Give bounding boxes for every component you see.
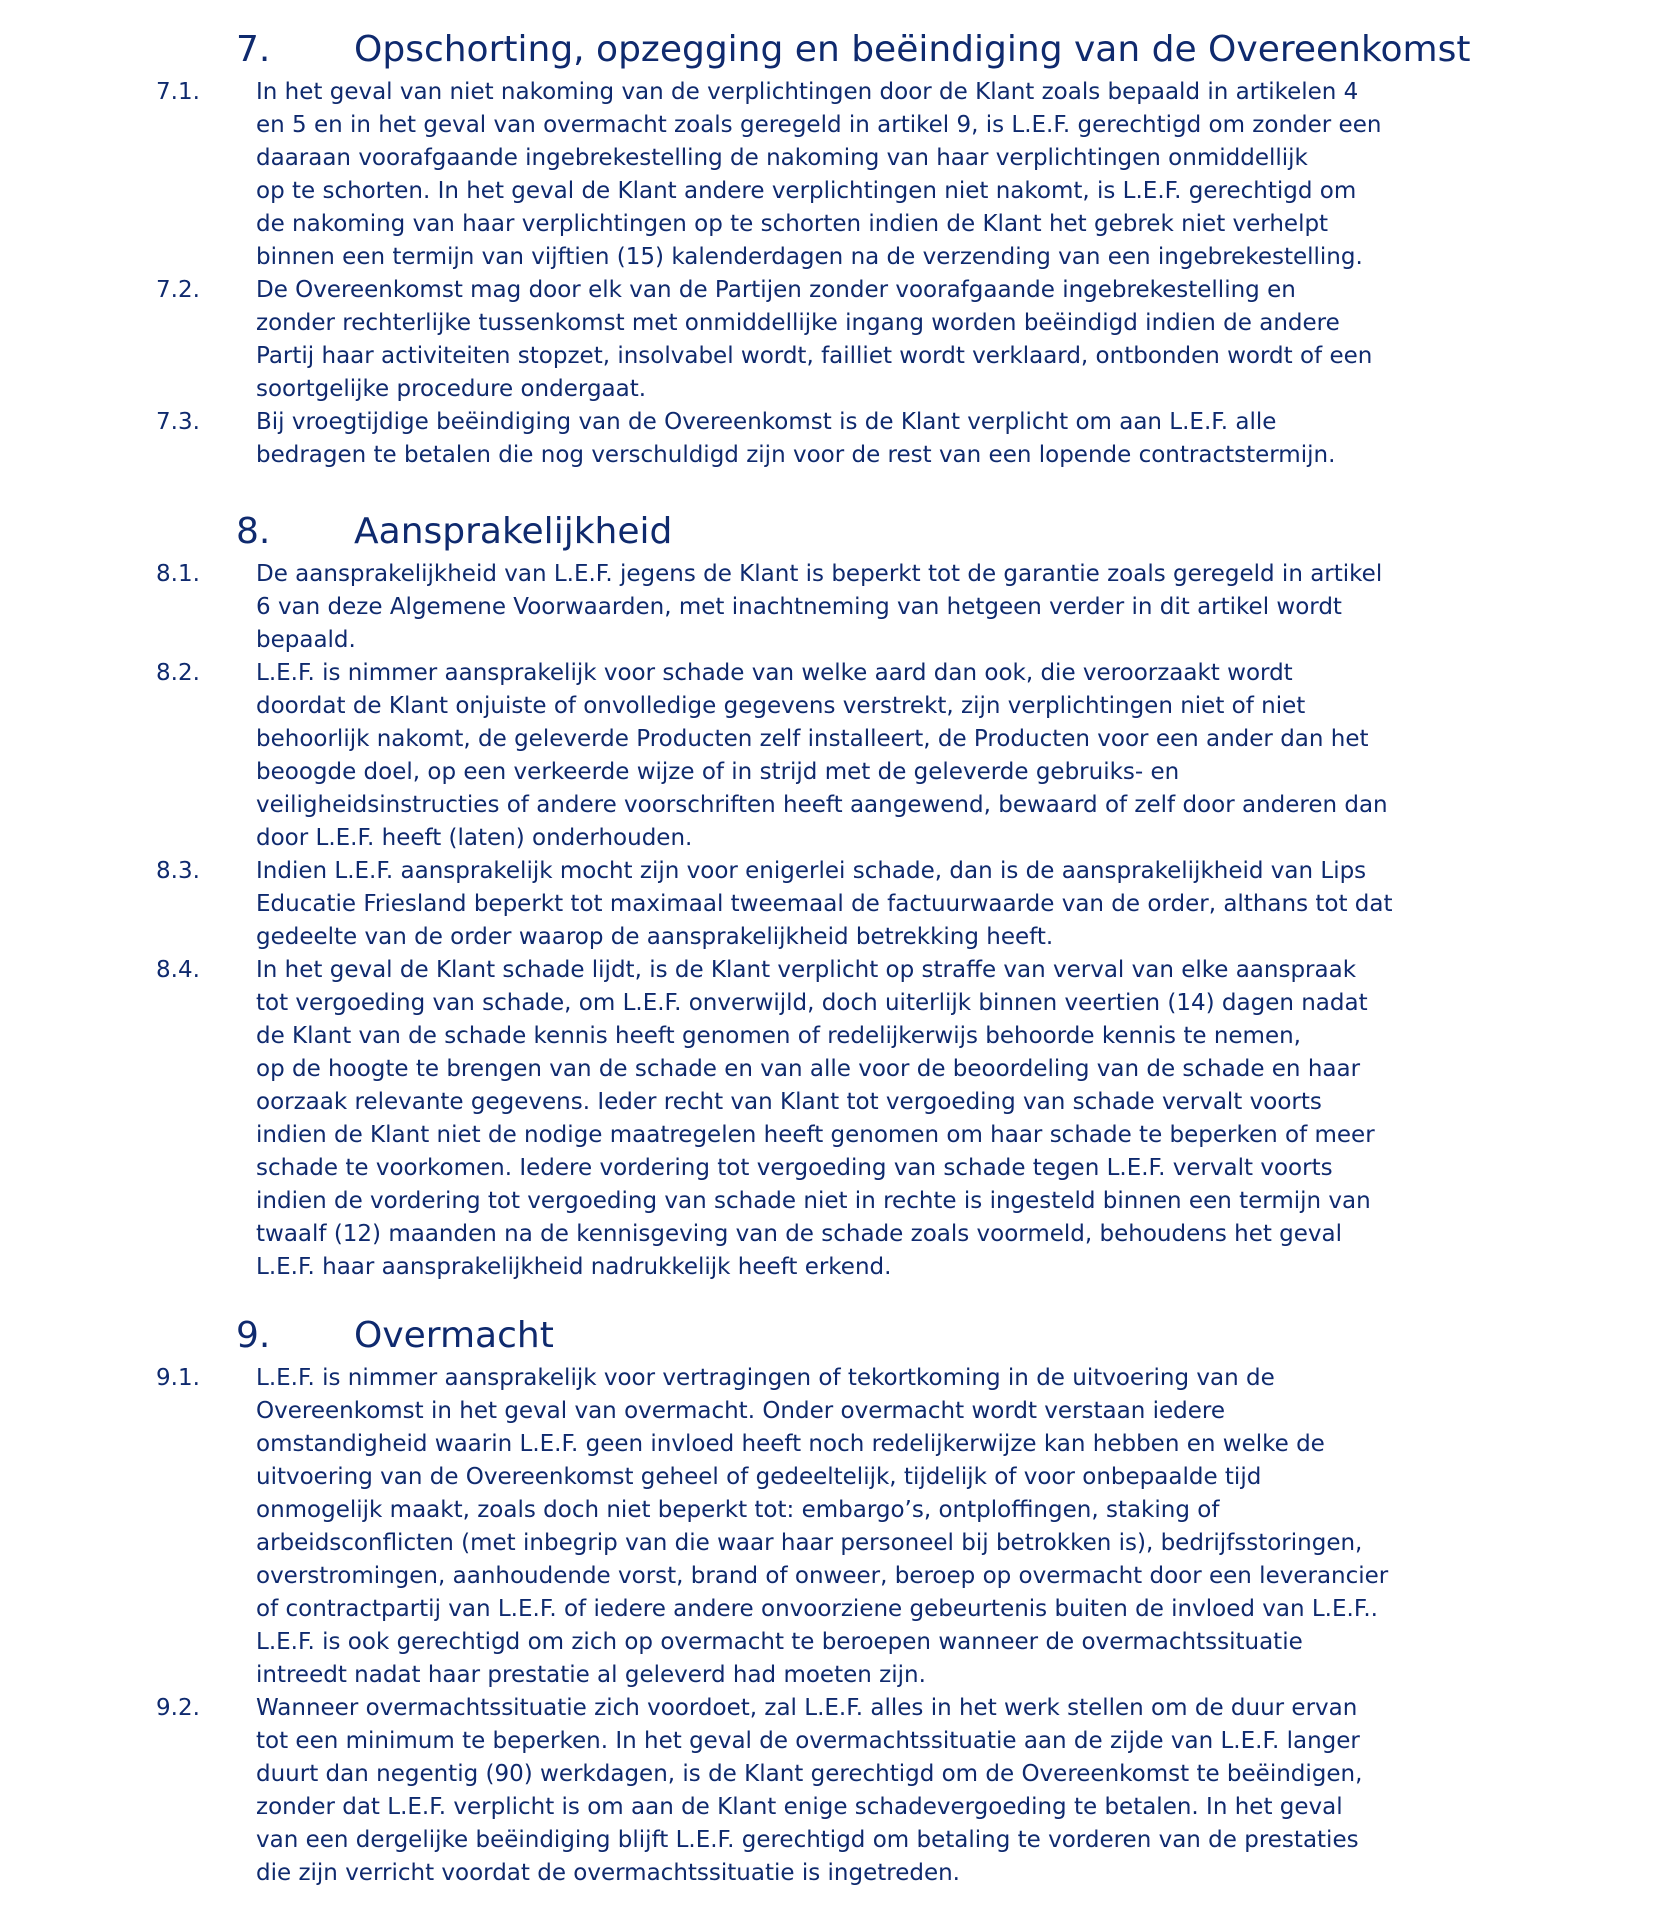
section-heading-7 [236, 30, 1471, 70]
clause-text [256, 1362, 1556, 1692]
text-line: De Overeenkomst mag door elk van de Partijen zonder voorafgaande ingebrekestelling en [256, 277, 1296, 303]
text-line: Bij vroegtijdige beëindiging van de Overeenkomst is de Klant verplicht om aan L.E.F. alle [256, 409, 1277, 435]
text-line: Partij haar activiteiten stopzet, insolvabel wordt, failliet wordt verklaard, ontbonden wordt of een [256, 343, 1373, 369]
clause-number: 8.3. [156, 858, 200, 884]
text-line: daaraan voorafgaande ingebrekestelling de nakoming van haar verplichtingen onmiddellijk [256, 145, 1308, 171]
clause-number: 8.1. [156, 561, 200, 587]
section-title: Aansprakelijkheid [354, 511, 673, 552]
text-line: bedragen te betalen die nog verschuldigd zijn voor de rest van een lopende contractstermijn. [256, 442, 1336, 468]
clause-text [256, 954, 1556, 1284]
clause-text [256, 657, 1556, 855]
text-line: Wanneer overmachtssituatie zich voordoet, zal L.E.F. alles in het werk stellen om de duur ervan [256, 1695, 1358, 1721]
text-line: bepaald. [256, 627, 356, 653]
text-line: In het geval de Klant schade lijdt, is de Klant verplicht op straffe van verval van elke aanspraak [256, 957, 1357, 983]
section-title: Opschorting, opzegging en beëindiging van de Overeenkomst [354, 29, 1471, 70]
clause-number: 9.1. [156, 1365, 200, 1391]
text-line: arbeidsconflicten (met inbegrip van die waar haar personeel bij betrokken is), bedrijfsstoringen, [256, 1530, 1363, 1556]
text-line: door L.E.F. heeft (laten) onderhouden. [256, 825, 693, 851]
text-line: binnen een termijn van vijftien (15) kalenderdagen na de verzending van een ingebrekestelling. [256, 244, 1363, 270]
text-line: duurt dan negentig (90) werkdagen, is de Klant gerechtigd om de Overeenkomst te beëindigen, [256, 1761, 1363, 1787]
text-line: L.E.F. is nimmer aansprakelijk voor vertragingen of tekortkoming in de uitvoering van de [256, 1365, 1275, 1391]
text-line: doordat de Klant onjuiste of onvolledige gegevens verstrekt, zijn verplichtingen niet of niet [256, 693, 1306, 719]
clause-text [256, 76, 1556, 274]
text-line: beoogde doel, op een verkeerde wijze of in strijd met de geleverde gebruiks- en [256, 759, 1180, 785]
section-title: Overmacht [354, 1315, 554, 1356]
text-line: In het geval van niet nakoming van de verplichtingen door de Klant zoals bepaald in artikelen 4 [256, 79, 1359, 105]
text-line: soortgelijke procedure ondergaat. [256, 376, 647, 402]
text-line: of contractpartij van L.E.F. of iedere andere onvoorziene gebeurtenis buiten de invloed van L.E.F.. [256, 1596, 1378, 1622]
text-line: veiligheidsinstructies of andere voorschriften heeft aangewend, bewaard of zelf door anderen dan [256, 792, 1388, 818]
clause-number: 7.3. [156, 409, 200, 435]
text-line: L.E.F. is nimmer aansprakelijk voor schade van welke aard dan ook, die veroorzaakt wordt [256, 660, 1293, 686]
text-line: 6 van deze Algemene Voorwaarden, met inachtneming van hetgeen verder in dit artikel wordt [256, 594, 1342, 620]
text-line: oorzaak relevante gegevens. Ieder recht van Klant tot vergoeding van schade vervalt voorts [256, 1089, 1322, 1115]
text-line: gedeelte van de order waarop de aansprakelijkheid betrekking heeft. [256, 924, 1054, 950]
text-line: twaalf (12) maanden na de kennisgeving van de schade zoals voormeld, behoudens het geval [256, 1221, 1343, 1247]
text-line: tot vergoeding van schade, om L.E.F. onverwijld, doch uiterlijk binnen veertien (14) dagen nadat [256, 990, 1368, 1016]
text-line: L.E.F. haar aansprakelijkheid nadrukkelijk heeft erkend. [256, 1254, 892, 1280]
clause-number: 7.1. [156, 79, 200, 105]
text-line: omstandigheid waarin L.E.F. geen invloed heeft noch redelijkerwijze kan hebben en welke de [256, 1431, 1325, 1457]
clause-number: 7.2. [156, 277, 200, 303]
text-line: Educatie Friesland beperkt tot maximaal tweemaal de factuurwaarde van de order, althans tot dat [256, 891, 1393, 917]
clause-text [256, 406, 1556, 472]
clause-number: 8.2. [156, 660, 200, 686]
text-line: onmogelijk maakt, zoals doch niet beperkt tot: embargo’s, ontploffingen, staking of [256, 1497, 1220, 1523]
section-number: 9. [236, 1315, 271, 1356]
clause-text [256, 558, 1556, 657]
section-heading-8 [236, 512, 672, 552]
text-line: indien de vordering tot vergoeding van schade niet in rechte is ingesteld binnen een termijn van [256, 1188, 1371, 1214]
text-line: zonder rechterlijke tussenkomst met onmiddellijke ingang worden beëindigd indien de andere [256, 310, 1340, 336]
clause-number: 9.2. [156, 1695, 200, 1721]
clause-text [256, 855, 1556, 954]
text-line: die zijn verricht voordat de overmachtssituatie is ingetreden. [256, 1860, 960, 1886]
text-line: intreedt nadat haar prestatie al geleverd had moeten zijn. [256, 1662, 926, 1688]
clause-number: 8.4. [156, 957, 200, 983]
text-line: indien de Klant niet de nodige maatregelen heeft genomen om haar schade te beperken of meer [256, 1122, 1375, 1148]
text-line: overstromingen, aanhoudende vorst, brand of onweer, beroep op overmacht door een leverancier [256, 1563, 1389, 1589]
text-line: zonder dat L.E.F. verplicht is om aan de Klant enige schadevergoeding te betalen. In het geval [256, 1794, 1343, 1820]
text-line: L.E.F. is ook gerechtigd om zich op overmacht te beroepen wanneer de overmachtssituatie [256, 1629, 1303, 1655]
clause-text [256, 1692, 1556, 1890]
text-line: op te schorten. In het geval de Klant andere verplichtingen niet nakomt, is L.E.F. gerechtigd om [256, 178, 1357, 204]
text-line: van een dergelijke beëindiging blijft L.E.F. gerechtigd om betaling te vorderen van de prestaties [256, 1827, 1359, 1853]
text-line: tot een minimum te beperken. In het geval de overmachtssituatie aan de zijde van L.E.F. langer [256, 1728, 1360, 1754]
section-number: 8. [236, 511, 271, 552]
section-heading-9 [236, 1316, 554, 1356]
text-line: De aansprakelijkheid van L.E.F. jegens de Klant is beperkt tot de garantie zoals geregeld in artikel [256, 561, 1383, 587]
text-line: de Klant van de schade kennis heeft genomen of redelijkerwijs behoorde kennis te nemen, [256, 1023, 1301, 1049]
text-line: uitvoering van de Overeenkomst geheel of gedeeltelijk, tijdelijk of voor onbepaalde tijd [256, 1464, 1262, 1490]
text-line: Overeenkomst in het geval van overmacht. Onder overmacht wordt verstaan iedere [256, 1398, 1225, 1424]
text-line: behoorlijk nakomt, de geleverde Producten zelf installeert, de Producten voor een ander dan het [256, 726, 1369, 752]
text-line: Indien L.E.F. aansprakelijk mocht zijn voor enigerlei schade, dan is de aansprakelijkheid van Lips [256, 858, 1367, 884]
text-line: op de hoogte te brengen van de schade en van alle voor de beoordeling van de schade en haar [256, 1056, 1361, 1082]
text-line: de nakoming van haar verplichtingen op te schorten indien de Klant het gebrek niet verhelpt [256, 211, 1329, 237]
clause-text [256, 274, 1556, 406]
text-line: schade te voorkomen. Iedere vordering tot vergoeding van schade tegen L.E.F. vervalt voorts [256, 1155, 1333, 1181]
section-number: 7. [236, 29, 271, 70]
text-line: en 5 en in het geval van overmacht zoals geregeld in artikel 9, is L.E.F. gerechtigd om zonder een [256, 112, 1382, 138]
